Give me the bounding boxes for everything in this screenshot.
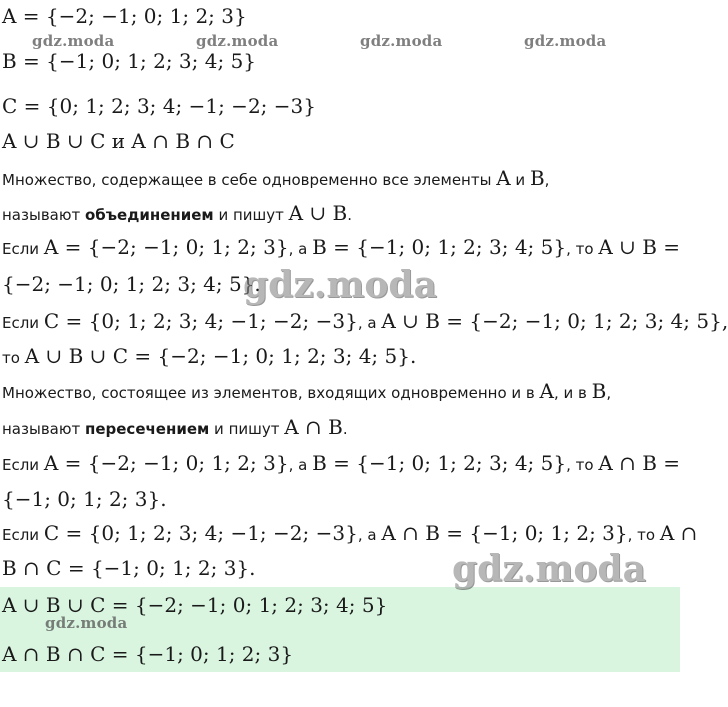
watermark: gdz.moda xyxy=(524,32,607,50)
union-definition-line1: Множество, содержащее в себе одновременно все элементы A и B, xyxy=(2,166,550,190)
union-calc-line3: Если C = {0; 1; 2; 3; 4; −1; −2; −3}, а A ∪ B = {−2; −1; 0; 1; 2; 3; 4; 5}, xyxy=(2,309,728,333)
intersection-calc-line2: {−1; 0; 1; 2; 3}. xyxy=(2,487,167,511)
watermark-large: gdz.moda xyxy=(243,264,437,306)
intersection-definition-line2: называют пересечением и пишут A ∩ B. xyxy=(2,415,348,439)
answer-union: A ∪ B ∪ C = {−2; −1; 0; 1; 2; 3; 4; 5} xyxy=(2,593,388,617)
union-calc-line4: то A ∪ B ∪ C = {−2; −1; 0; 1; 2; 3; 4; 5}. xyxy=(2,344,417,368)
term-union: объединением xyxy=(84,206,214,224)
intersection-definition-line1: Множество, состоящее из элементов, входящих одновременно и в A, и в B, xyxy=(2,379,612,403)
task-statement: A ∪ B ∪ C и A ∩ B ∩ C xyxy=(2,129,235,153)
term-intersection: пересечением xyxy=(84,420,210,438)
set-b-definition: B = {−1; 0; 1; 2; 3; 4; 5} xyxy=(2,49,257,73)
watermark: gdz.moda xyxy=(45,614,128,632)
union-calc-line2: {−2; −1; 0; 1; 2; 3; 4; 5}. xyxy=(2,272,261,296)
intersection-calc-line4: B ∩ C = {−1; 0; 1; 2; 3}. xyxy=(2,556,256,580)
set-c-definition: C = {0; 1; 2; 3; 4; −1; −2; −3} xyxy=(2,94,316,118)
intersection-calc-line3: Если C = {0; 1; 2; 3; 4; −1; −2; −3}, а A ∩ B = {−1; 0; 1; 2; 3}, то A ∩ xyxy=(2,521,698,545)
watermark: gdz.moda xyxy=(32,32,115,50)
intersection-calc-line1: Если A = {−2; −1; 0; 1; 2; 3}, а B = {−1; 0; 1; 2; 3; 4; 5}, то A ∩ B = xyxy=(2,451,681,475)
union-calc-line1: Если A = {−2; −1; 0; 1; 2; 3}, а B = {−1; 0; 1; 2; 3; 4; 5}, то A ∪ B = xyxy=(2,235,681,259)
answer-intersection: A ∩ B ∩ C = {−1; 0; 1; 2; 3} xyxy=(2,642,294,666)
watermark: gdz.moda xyxy=(196,32,279,50)
watermark-large: gdz.moda xyxy=(452,548,646,590)
watermark: gdz.moda xyxy=(360,32,443,50)
union-definition-line2: называют объединением и пишут A ∪ B. xyxy=(2,201,353,225)
set-a-definition: A = {−2; −1; 0; 1; 2; 3} xyxy=(2,4,247,28)
